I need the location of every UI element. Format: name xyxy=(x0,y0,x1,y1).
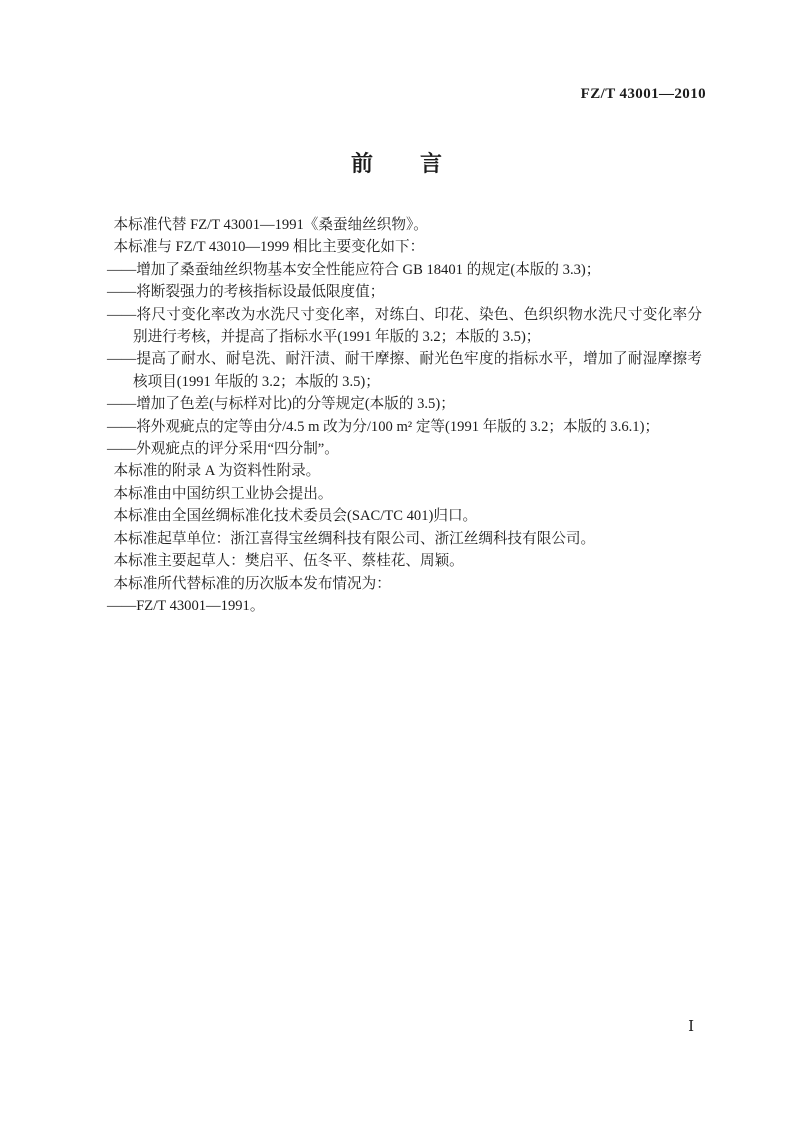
foreword-change-item: ——增加了色差(与标样对比)的分等规定(本版的 3.5)； xyxy=(107,396,455,413)
page-number: Ⅰ xyxy=(688,1019,694,1035)
document-header xyxy=(96,86,706,103)
foreword-change-item: ——将外观疵点的定等由分/4.5 m 改为分/100 m² 定等(1991 年版的 3.2；本版的 3.6.1)； xyxy=(107,418,660,435)
standard-code: FZ/T 43001—2010 xyxy=(580,86,706,102)
foreword-change-item: ——提高了耐水、耐皂洗、耐汗渍、耐干摩擦、耐光色牢度的指标水平，增加了耐湿摩擦考核项目(1991 年版的 3.2；本版的 3.5)； xyxy=(107,351,702,390)
foreword-previous-edition-item: ——FZ/T 43001—1991。 xyxy=(107,597,265,614)
foreword-body xyxy=(96,214,702,617)
foreword-paragraph: 本标准所代替标准的历次版本发布情况为： xyxy=(113,575,391,592)
page-title: 前 言 xyxy=(350,151,443,176)
foreword-change-item: ——将尺寸变化率改为水洗尺寸变化率，对练白、印花、染色、色织织物水洗尺寸变化率分别进行考核，并提高了指标水平(1991 年版的 3.2；本版的 3.5)； xyxy=(107,306,702,346)
foreword-change-item: ——将断裂强力的考核指标设最低限度值； xyxy=(107,284,385,301)
foreword-change-item: ——增加了桑蚕䌷丝织物基本安全性能应符合 GB 18401 的规定(本版的 3.3)； xyxy=(107,261,601,278)
foreword-paragraph: 本标准由中国纺织工业协会提出。 xyxy=(113,485,333,502)
foreword-paragraph: 本标准代替 FZ/T 43001—1991《桑蚕䌷丝织物》。 xyxy=(113,217,428,233)
foreword-paragraph: 本标准由全国丝绸标准化技术委员会(SAC/TC 401)归口。 xyxy=(113,508,478,525)
foreword-change-item: ——外观疵点的评分采用“四分制”。 xyxy=(107,441,339,458)
foreword-paragraph: 本标准主要起草人：樊启平、伍冬平、蔡桂花、周颖。 xyxy=(113,553,464,570)
foreword-paragraph: 本标准的附录 A 为资料性附录。 xyxy=(113,463,321,480)
foreword-paragraph: 本标准起草单位：浙江喜得宝丝绸科技有限公司、浙江丝绸科技有限公司。 xyxy=(113,530,596,547)
page-footer xyxy=(96,1017,694,1036)
foreword-paragraph: 本标准与 FZ/T 43010—1999 相比主要变化如下： xyxy=(113,239,425,256)
